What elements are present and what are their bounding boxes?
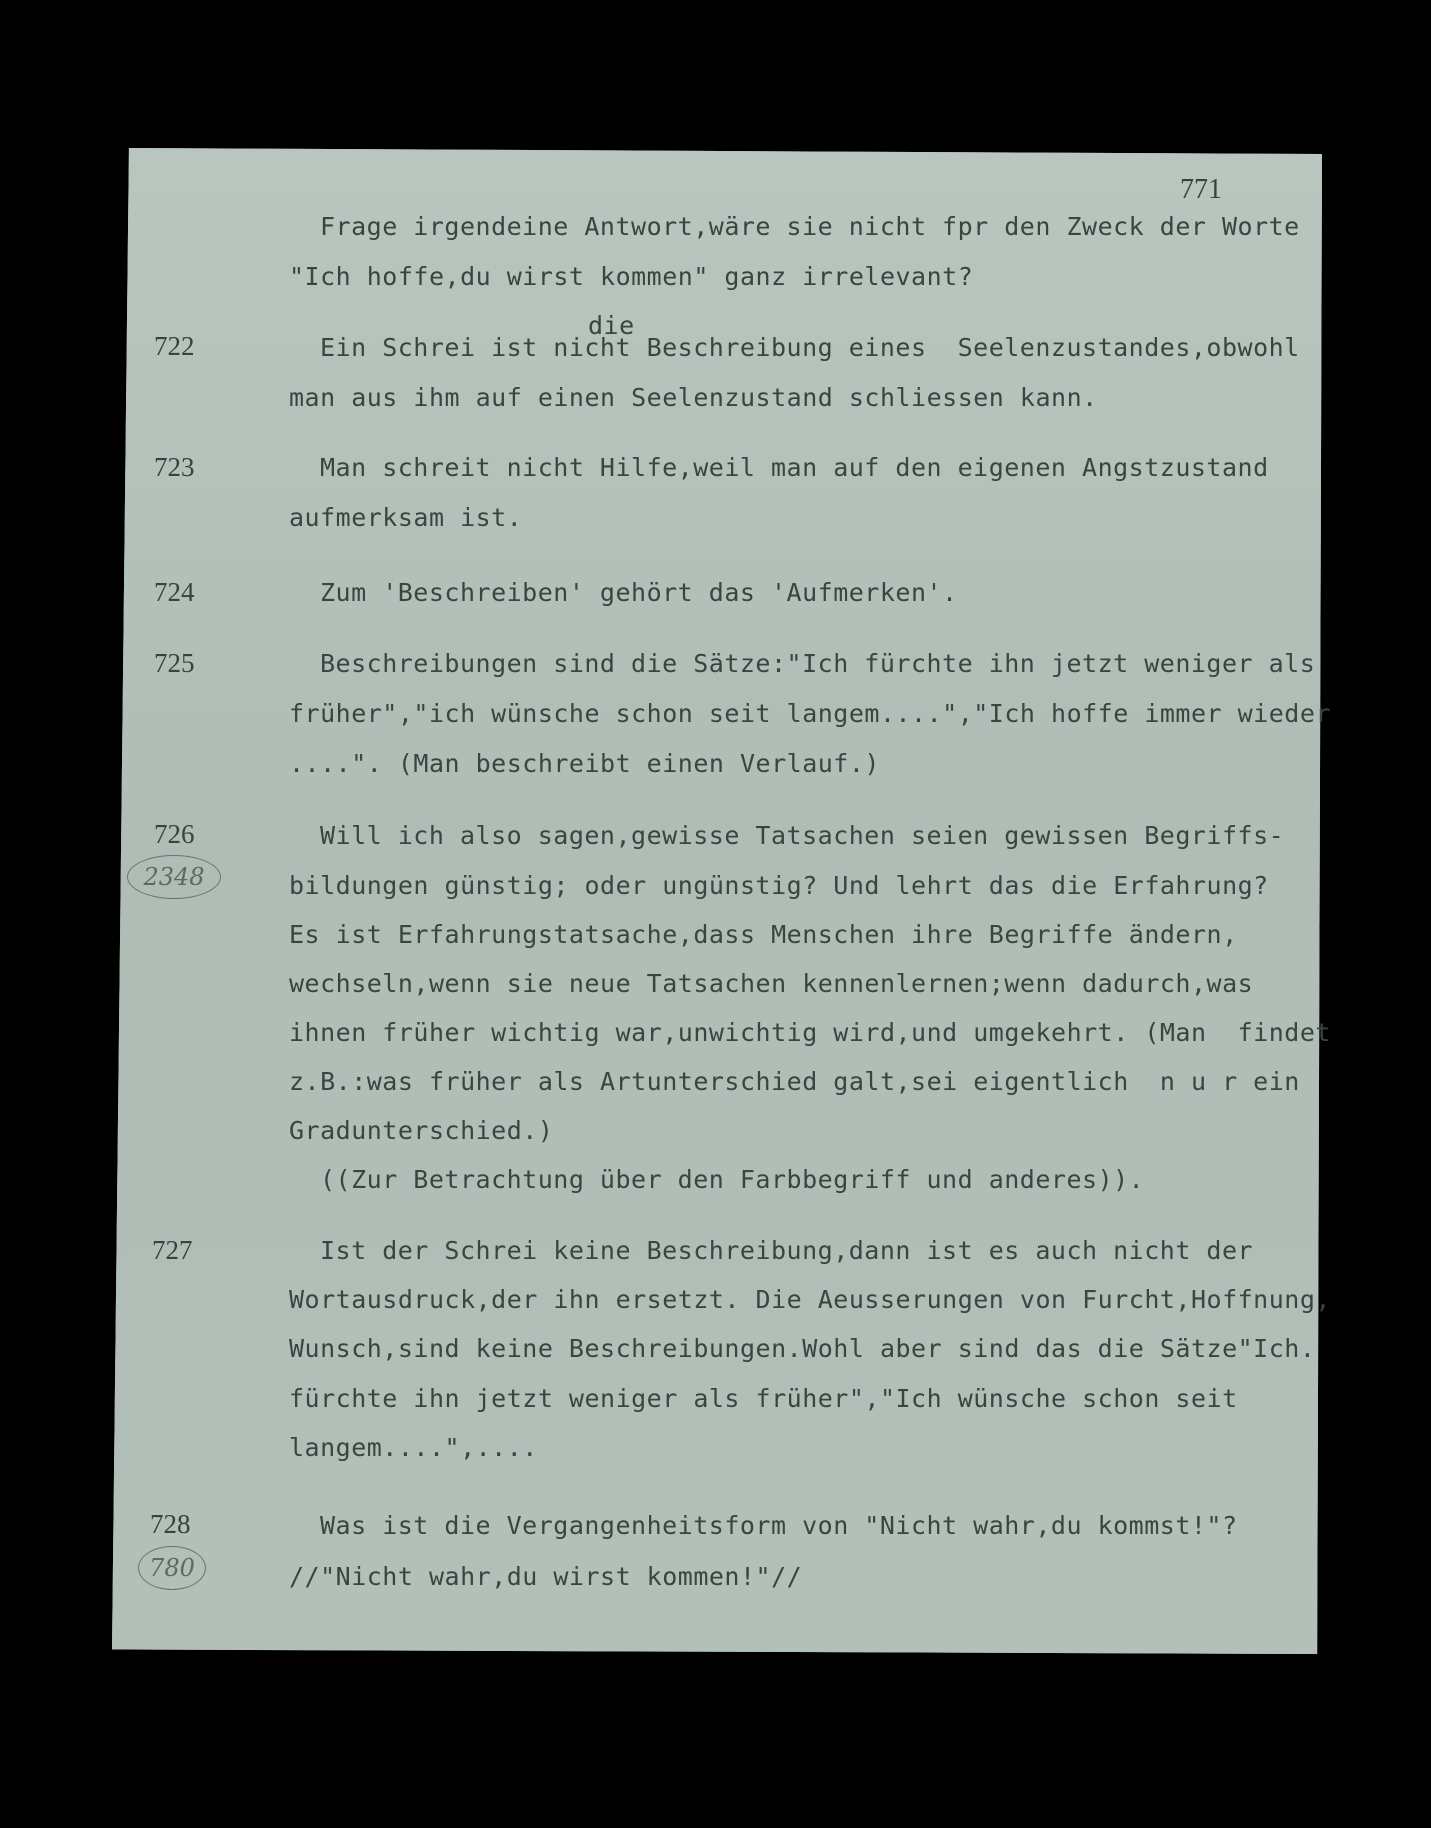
text-line: fürchte ihn jetzt weniger als früher","Ich wünsche schon seit [289,1384,1238,1413]
text-line: langem....",.... [289,1433,538,1462]
pencil-circled-number: 780 [138,1546,206,1590]
text-line: Ist der Schrei keine Beschreibung,dann ist es auch nicht der [320,1236,1254,1265]
text-line: Zum 'Beschreiben' gehört das 'Aufmerken'. [320,578,958,607]
text-line: ....". (Man beschreibt einen Verlauf.) [289,749,880,778]
text-line: Wortausdruck,der ihn ersetzt. Die Aeusserungen von Furcht,Hoffnung, [289,1285,1331,1314]
text-line: wechseln,wenn sie neue Tatsachen kennenlernen;wenn dadurch,was [289,969,1254,998]
text-line: man aus ihm auf einen Seelenzustand schliessen kann. [289,383,1098,412]
text-line: Wunsch,sind keine Beschreibungen.Wohl aber sind das die Sätze"Ich. [289,1334,1316,1363]
text-line: Beschreibungen sind die Sätze:"Ich fürchte ihn jetzt weniger als [320,649,1316,678]
text-line: //"Nicht wahr,du wirst kommen!"// [289,1562,803,1591]
text-line: Ein Schrei ist nicht Beschreibung eines Seelenzustandes,obwohl [320,333,1300,362]
text-line: Es ist Erfahrungstatsache,dass Menschen ihre Begriffe ändern, [289,920,1238,949]
text-line: früher","ich wünsche schon seit langem....","Ich hoffe immer wieder [289,699,1331,728]
typed-page [112,148,1322,1654]
page-number: 771 [1180,174,1222,205]
text-line: "Ich hoffe,du wirst kommen" ganz irrelevant? [289,262,974,291]
text-line: ((Zur Betrachtung über den Farbbegriff und anderes)). [320,1165,1145,1194]
remark-number: 725 [154,648,195,678]
remark-number: 728 [150,1509,191,1539]
text-line: Gradunterschied.) [289,1116,554,1145]
text-line: Was ist die Vergangenheitsform von "Nicht wahr,du kommst!"? [320,1511,1238,1540]
text-line: aufmerksam ist. [289,503,523,532]
remark-number: 727 [152,1235,193,1265]
remark-number: 723 [154,452,195,482]
text-line: Man schreit nicht Hilfe,weil man auf den eigenen Angstzustand [320,453,1269,482]
text-line: Frage irgendeine Antwort,wäre sie nicht fpr den Zweck der Worte [320,212,1300,241]
remark-number: 724 [154,577,195,607]
remark-number: 722 [154,331,195,361]
text-line: bildungen günstig; oder ungünstig? Und lehrt das die Erfahrung? [289,871,1269,900]
text-line: Will ich also sagen,gewisse Tatsachen seien gewissen Begriffs- [320,821,1285,850]
text-line: die [588,311,635,340]
text-line: z.B.:was früher als Artunterschied galt,sei eigentlich n u r ein [289,1067,1300,1096]
remark-number: 726 [154,819,195,849]
text-line: ihnen früher wichtig war,unwichtig wird,und umgekehrt. (Man findet [289,1018,1331,1047]
pencil-circled-number: 2348 [127,855,221,899]
